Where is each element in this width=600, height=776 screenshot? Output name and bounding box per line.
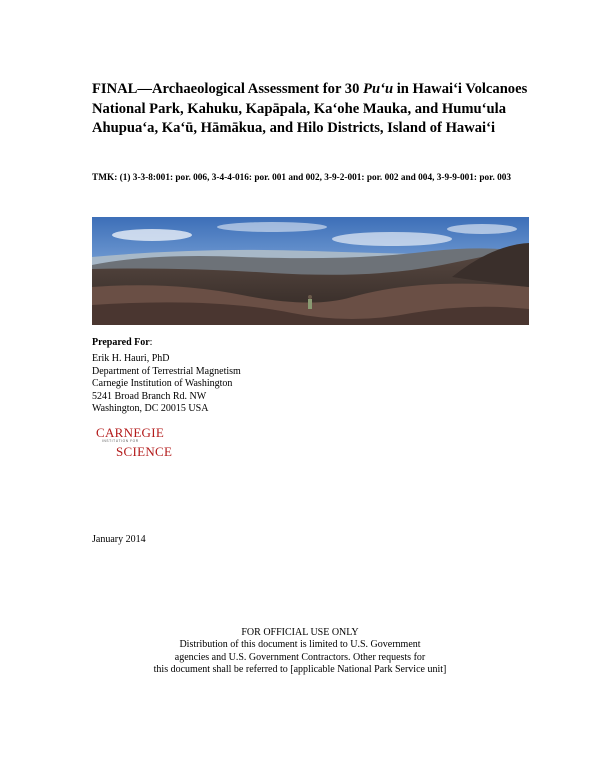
recipient-city: Washington, DC 20015 USA [92, 403, 209, 415]
tmk-parcels: TMK: (1) 3-3-8:001: por. 006, 3-4-4-016: por. 001 and 002, 3-9-2-001: por. 002 and 004, 3-9-9-001: por. 003 [92, 173, 512, 183]
logo-line-2: INSTITUTION FOR [102, 439, 139, 443]
prepared-for-label: Prepared For: [92, 337, 153, 348]
notice-heading: FOR OFFICIAL USE ONLY [241, 627, 359, 638]
document-date: January 2014 [92, 534, 146, 545]
title-text-1: FINAL—Archaeological Assessment for 30 [92, 81, 364, 97]
logo-line-1: CARNEGIE [96, 425, 165, 440]
distribution-notice [0, 627, 600, 676]
title-italic-term: Pu‘u [363, 81, 394, 97]
recipient-address [92, 353, 241, 416]
landscape-photo [92, 217, 529, 325]
recipient-institution: Carnegie Institution of Washington [92, 378, 233, 390]
notice-line-1: Distribution of this document is limited to U.S. Government [179, 639, 421, 651]
logo-line-3: SCIENCE [116, 444, 173, 459]
document-title [92, 80, 532, 139]
recipient-street: 5241 Broad Branch Rd. NW [92, 390, 207, 402]
notice-line-3: this document shall be referred to [applicable National Park Service unit] [153, 663, 447, 675]
recipient-department: Department of Terrestrial Magnetism [92, 365, 241, 377]
title-text-2: in Hawai‘i Volcanoes National Park, Kahuku, Kapāpala, Ka‘ohe Mauka, and Humu‘ula Ahupua‘a, Ka‘ū, Hāmākua, and Hilo Districts, Island of Hawai‘i [92, 81, 528, 136]
recipient-name: Erik H. Hauri, PhD [92, 353, 170, 364]
carnegie-science-logo [96, 425, 176, 459]
notice-line-2: agencies and U.S. Government Contractors. Other requests for [174, 651, 426, 663]
